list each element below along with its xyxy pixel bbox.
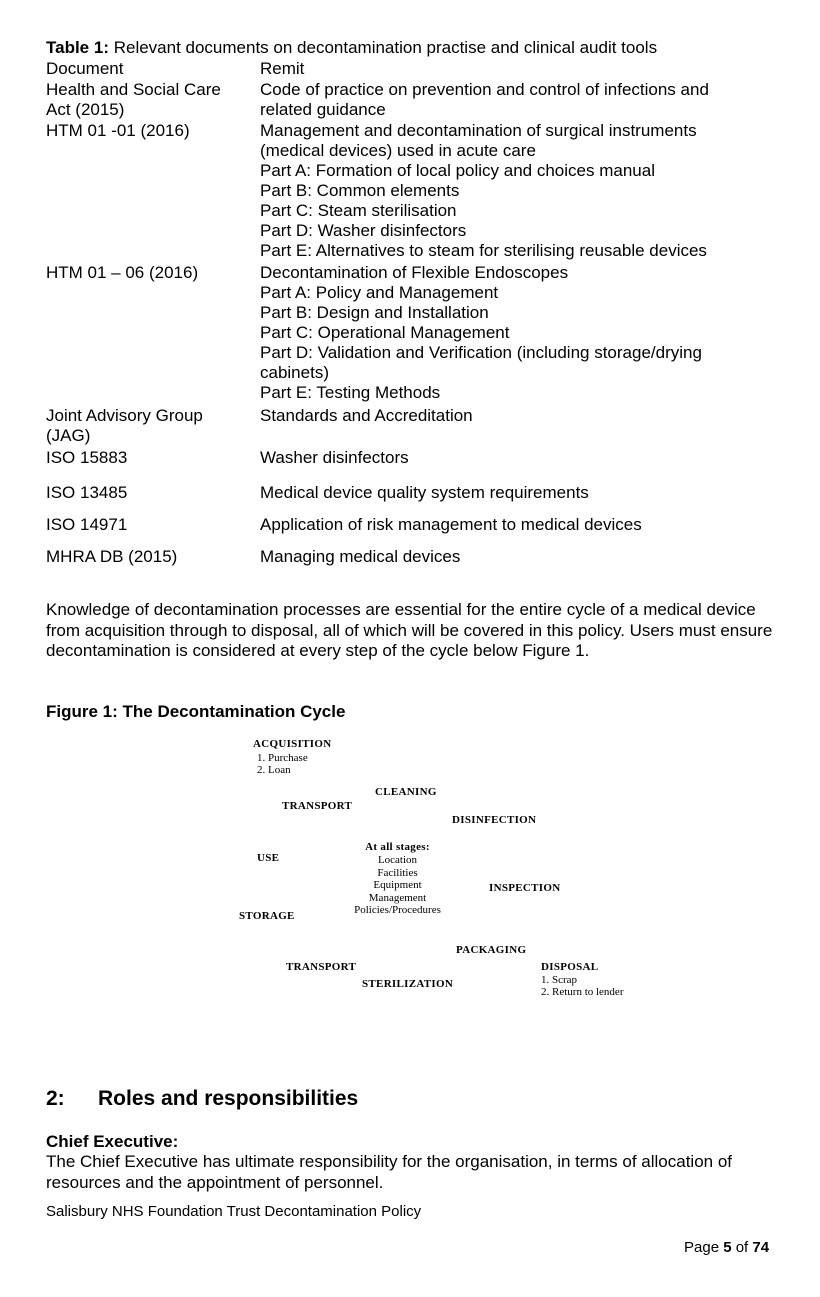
- doc-line: Act (2015): [46, 100, 125, 119]
- doc-line: HTM 01 – 06 (2016): [46, 263, 199, 282]
- disposal-item: 2. Return to lender: [541, 986, 624, 998]
- page-current: 5: [723, 1239, 732, 1256]
- table-row-doc: [46, 406, 203, 446]
- stage-disinfection: DISINFECTION: [452, 814, 537, 826]
- table-caption-text: Relevant documents on decontamination practise and clinical audit tools: [108, 38, 658, 57]
- section-number: 2:: [46, 1087, 65, 1110]
- remit-line: Management and decontamination of surgical instruments: [260, 121, 697, 140]
- stage-sterilization: STERILIZATION: [362, 978, 454, 990]
- stage-packaging: PACKAGING: [456, 944, 527, 956]
- page-total: 74: [752, 1239, 770, 1256]
- table-row-remit: Washer disinfectors: [260, 448, 409, 467]
- remit-line: related guidance: [260, 100, 386, 119]
- intro-paragraph: Knowledge of decontamination processes are essential for the entire cycle of a medical device from acquisition through to disposal, all of which will be covered in this policy. Users must ensure decontamination is considered at every step of the cycle below Figure 1.: [46, 600, 773, 660]
- table-header-remit: Remit: [260, 59, 305, 78]
- all-stages-heading: At all stages:: [365, 841, 430, 853]
- remit-line: Code of practice on prevention and control of infections and: [260, 80, 709, 99]
- table-row-remit: Managing medical devices: [260, 547, 461, 566]
- all-stages-item: Location: [377, 854, 418, 866]
- subheading-chief-executive: Chief Executive:: [46, 1132, 179, 1151]
- section-heading: [46, 1086, 359, 1112]
- acquisition-item: 2. Loan: [257, 764, 291, 776]
- stage-transport-bottom: TRANSPORT: [286, 961, 357, 973]
- stage-use: USE: [257, 852, 280, 864]
- table-row-remit: [260, 80, 709, 120]
- remit-line: Part B: Common elements: [260, 181, 460, 200]
- table-header-document: Document: [46, 59, 124, 78]
- table-row-doc: [46, 80, 221, 120]
- stage-storage: STORAGE: [239, 910, 295, 922]
- all-stages-item: Policies/Procedures: [354, 904, 441, 916]
- table-caption-label: Table 1:: [46, 38, 109, 57]
- section-title: Roles and responsibilities: [98, 1087, 359, 1110]
- remit-line: Part C: Operational Management: [260, 323, 510, 342]
- doc-line: Joint Advisory Group: [46, 406, 203, 425]
- table-row-doc: ISO 15883: [46, 448, 128, 467]
- remit-line: Part E: Alternatives to steam for sterilising reusable devices: [260, 241, 707, 260]
- remit-line: Standards and Accreditation: [260, 406, 473, 425]
- footer-organisation: Salisbury NHS Foundation Trust Decontamination Policy: [46, 1203, 422, 1220]
- remit-line: Part D: Validation and Verification (including storage/drying: [260, 343, 702, 362]
- all-stages-item: Facilities: [377, 866, 418, 879]
- remit-line: Part A: Formation of local policy and choices manual: [260, 161, 655, 180]
- stage-cleaning: CLEANING: [375, 786, 437, 798]
- table-row-doc: MHRA DB (2015): [46, 547, 178, 566]
- doc-line: HTM 01 -01 (2016): [46, 121, 190, 140]
- table-row-doc: [46, 121, 190, 141]
- stage-inspection: INSPECTION: [489, 882, 561, 894]
- remit-line: Part E: Testing Methods: [260, 383, 441, 402]
- all-stages-box: [340, 841, 455, 917]
- remit-line: Decontamination of Flexible Endoscopes: [260, 263, 569, 282]
- remit-line: Part C: Steam sterilisation: [260, 201, 457, 220]
- stage-transport-top: TRANSPORT: [282, 800, 353, 812]
- acquisition-item: 1. Purchase: [257, 752, 308, 764]
- page-of: of: [731, 1239, 753, 1256]
- table-row-remit: Application of risk management to medical devices: [260, 515, 642, 534]
- table-row-remit: [260, 263, 702, 403]
- page-number-indicator: [684, 1239, 769, 1257]
- all-stages-item: Equipment: [373, 879, 422, 891]
- table-row-doc: ISO 14971: [46, 515, 128, 534]
- figure-title: Figure 1: The Decontamination Cycle: [46, 702, 346, 721]
- table-caption: [46, 38, 657, 58]
- chief-executive-paragraph: The Chief Executive has ultimate responsibility for the organisation, in terms of allocation of resources and the appointment of personnel.: [46, 1152, 733, 1192]
- remit-line: cabinets): [260, 363, 329, 382]
- stage-acquisition: ACQUISITION: [253, 738, 332, 750]
- stage-disposal: DISPOSAL: [541, 961, 599, 973]
- doc-line: Health and Social Care: [46, 80, 221, 99]
- disposal-item: 1. Scrap: [541, 974, 578, 986]
- table-row-doc: ISO 13485: [46, 483, 128, 502]
- doc-line: (JAG): [46, 426, 91, 445]
- remit-line: (medical devices) used in acute care: [260, 141, 536, 160]
- remit-line: Part A: Policy and Management: [260, 283, 499, 302]
- table-row-remit: [260, 121, 707, 261]
- table-row-doc: [46, 263, 198, 283]
- all-stages-item: Management: [368, 891, 427, 904]
- table-row-remit: Medical device quality system requirements: [260, 483, 589, 502]
- remit-line: Part B: Design and Installation: [260, 303, 489, 322]
- remit-line: Part D: Washer disinfectors: [260, 221, 467, 240]
- page-prefix: Page: [684, 1239, 724, 1256]
- table-row-remit: [260, 406, 473, 426]
